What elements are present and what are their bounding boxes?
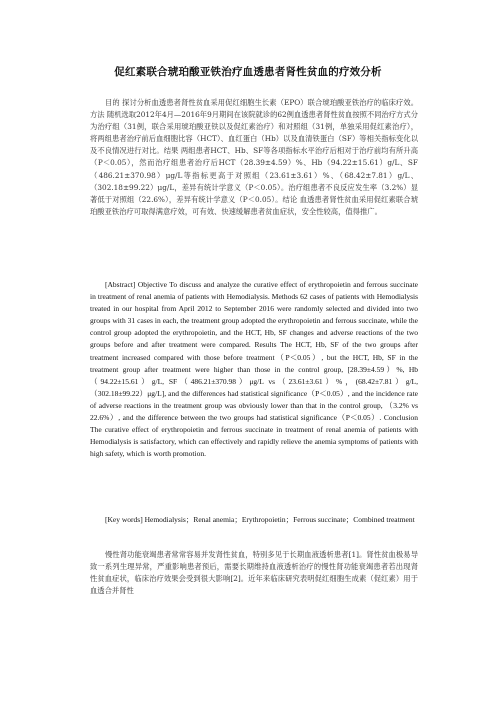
english-abstract xyxy=(90,279,418,460)
introduction-text: 慢性肾功能衰竭患者常常容易并发肾性贫血，特别多见于长期血液透析患者[1]。肾性贫血极易导致一系列生理异常，严重影响患者预后，需要长期维持血液透析治疗的慢性肾功能衰竭患者若出现肾性贫血症状，临床治疗效果会受到很大影响[2]。近年来临床研究表明促红细胞生成素（促红素）用于血透合并肾性 xyxy=(90,550,418,596)
chinese-abstract xyxy=(90,97,418,218)
paper-title: 促红素联合琥珀酸亚铁治疗血透患者肾性贫血的疗效分析 xyxy=(114,66,382,78)
introduction xyxy=(90,549,418,597)
keywords-text: [Key words] Hemodialysis；Renal anemia；Erythropoietin；Ferrous succinate；Combined treatment xyxy=(105,515,415,524)
chinese-abstract-text: 目的 探讨分析血透患者肾性贫血采用促红细胞生长素（EPO）联合琥珀酸亚铁治疗的临床疗效。方法 随机选取2012年4月—2016年9月期间在该院就诊的62例血透患者肾性贫血按照不同治疗方式分为治疗组（31例，联合采用琥珀酸亚铁以及促红素治疗）和对照组（31例，单独采用促红素治疗），将两组患者治疗前后血细胞比容（HCT）、血红蛋白（Hb）以及血清铁蛋白（SF）等相关指标变化以及不良情况进行对比。结果 两组患者HCT、Hb、SF等各项指标水平治疗后相对于治疗前均有所升高（P＜0.05），然而治疗组患者治疗后HCT（28.39±4.59）%、Hb（94.22±15.61）g/L、SF（486.21±370.98）μg/L等指标更高于对照组（23.61±3.61）%、（68.42±7.81）g/L、（302.18±99.22）μg/L，差异有统计学意义（P＜0.05）。治疗组患者不良反应发生率（3.2%）显著低于对照组（22.6%），差异有统计学意义（P＜0.05）。结论 血透患者肾性贫血采用促红素联合琥珀酸亚铁治疗可取得满意疗效，可有效、快速缓解患者贫血症状，安全性较高，值得推广。 xyxy=(90,98,419,216)
english-abstract-text: [Abstract] Objective To discuss and analyze the curative effect of erythropoietin and ferrous succinate in treatment of renal anemia of patients with Hemodialysis. Methods 62 cases of patients with Hemodialysis treated in our hospital from April 2012 to September 2016 were randomly selected and divided into two groups with 31 cases in each, the treatment group adopted the erythropoietin and ferrous succinate, while the control group adopted the erythropoietin, and the HCT, Hb, SF changes and adverse reactions of the two groups before and after treatment were compared. Results The HCT, Hb, SF of the two groups after treatment increased compared with those before treatment（P＜0.05）, but the HCT, Hb, SF in the treatment group after treatment were higher than those in the control group, [28.39±4.59）%, Hb（94.22±15.61）g/L, SF（486.21±370.98）μg/L vs（23.61±3.61）%，(68.42±7.81）g/L, （302.18±99.22）μg/L], and the differences had statistical significance（P＜0.05）, and the incidence rate of adverse reactions in the treatment group was obviously lower than that in the control group, （3.2% vs 22.6%）, and the difference between the two groups had statistical significance（P＜0.05）. Conclusion The curative effect of erythropoietin and ferrous succinate in treatment of renal anemia of patients with Hemodialysis is satisfactory, which can effectively and rapidly relieve the anemia symptoms of patients with high safety, which is worth promotion. xyxy=(90,280,418,459)
keywords xyxy=(90,514,418,526)
